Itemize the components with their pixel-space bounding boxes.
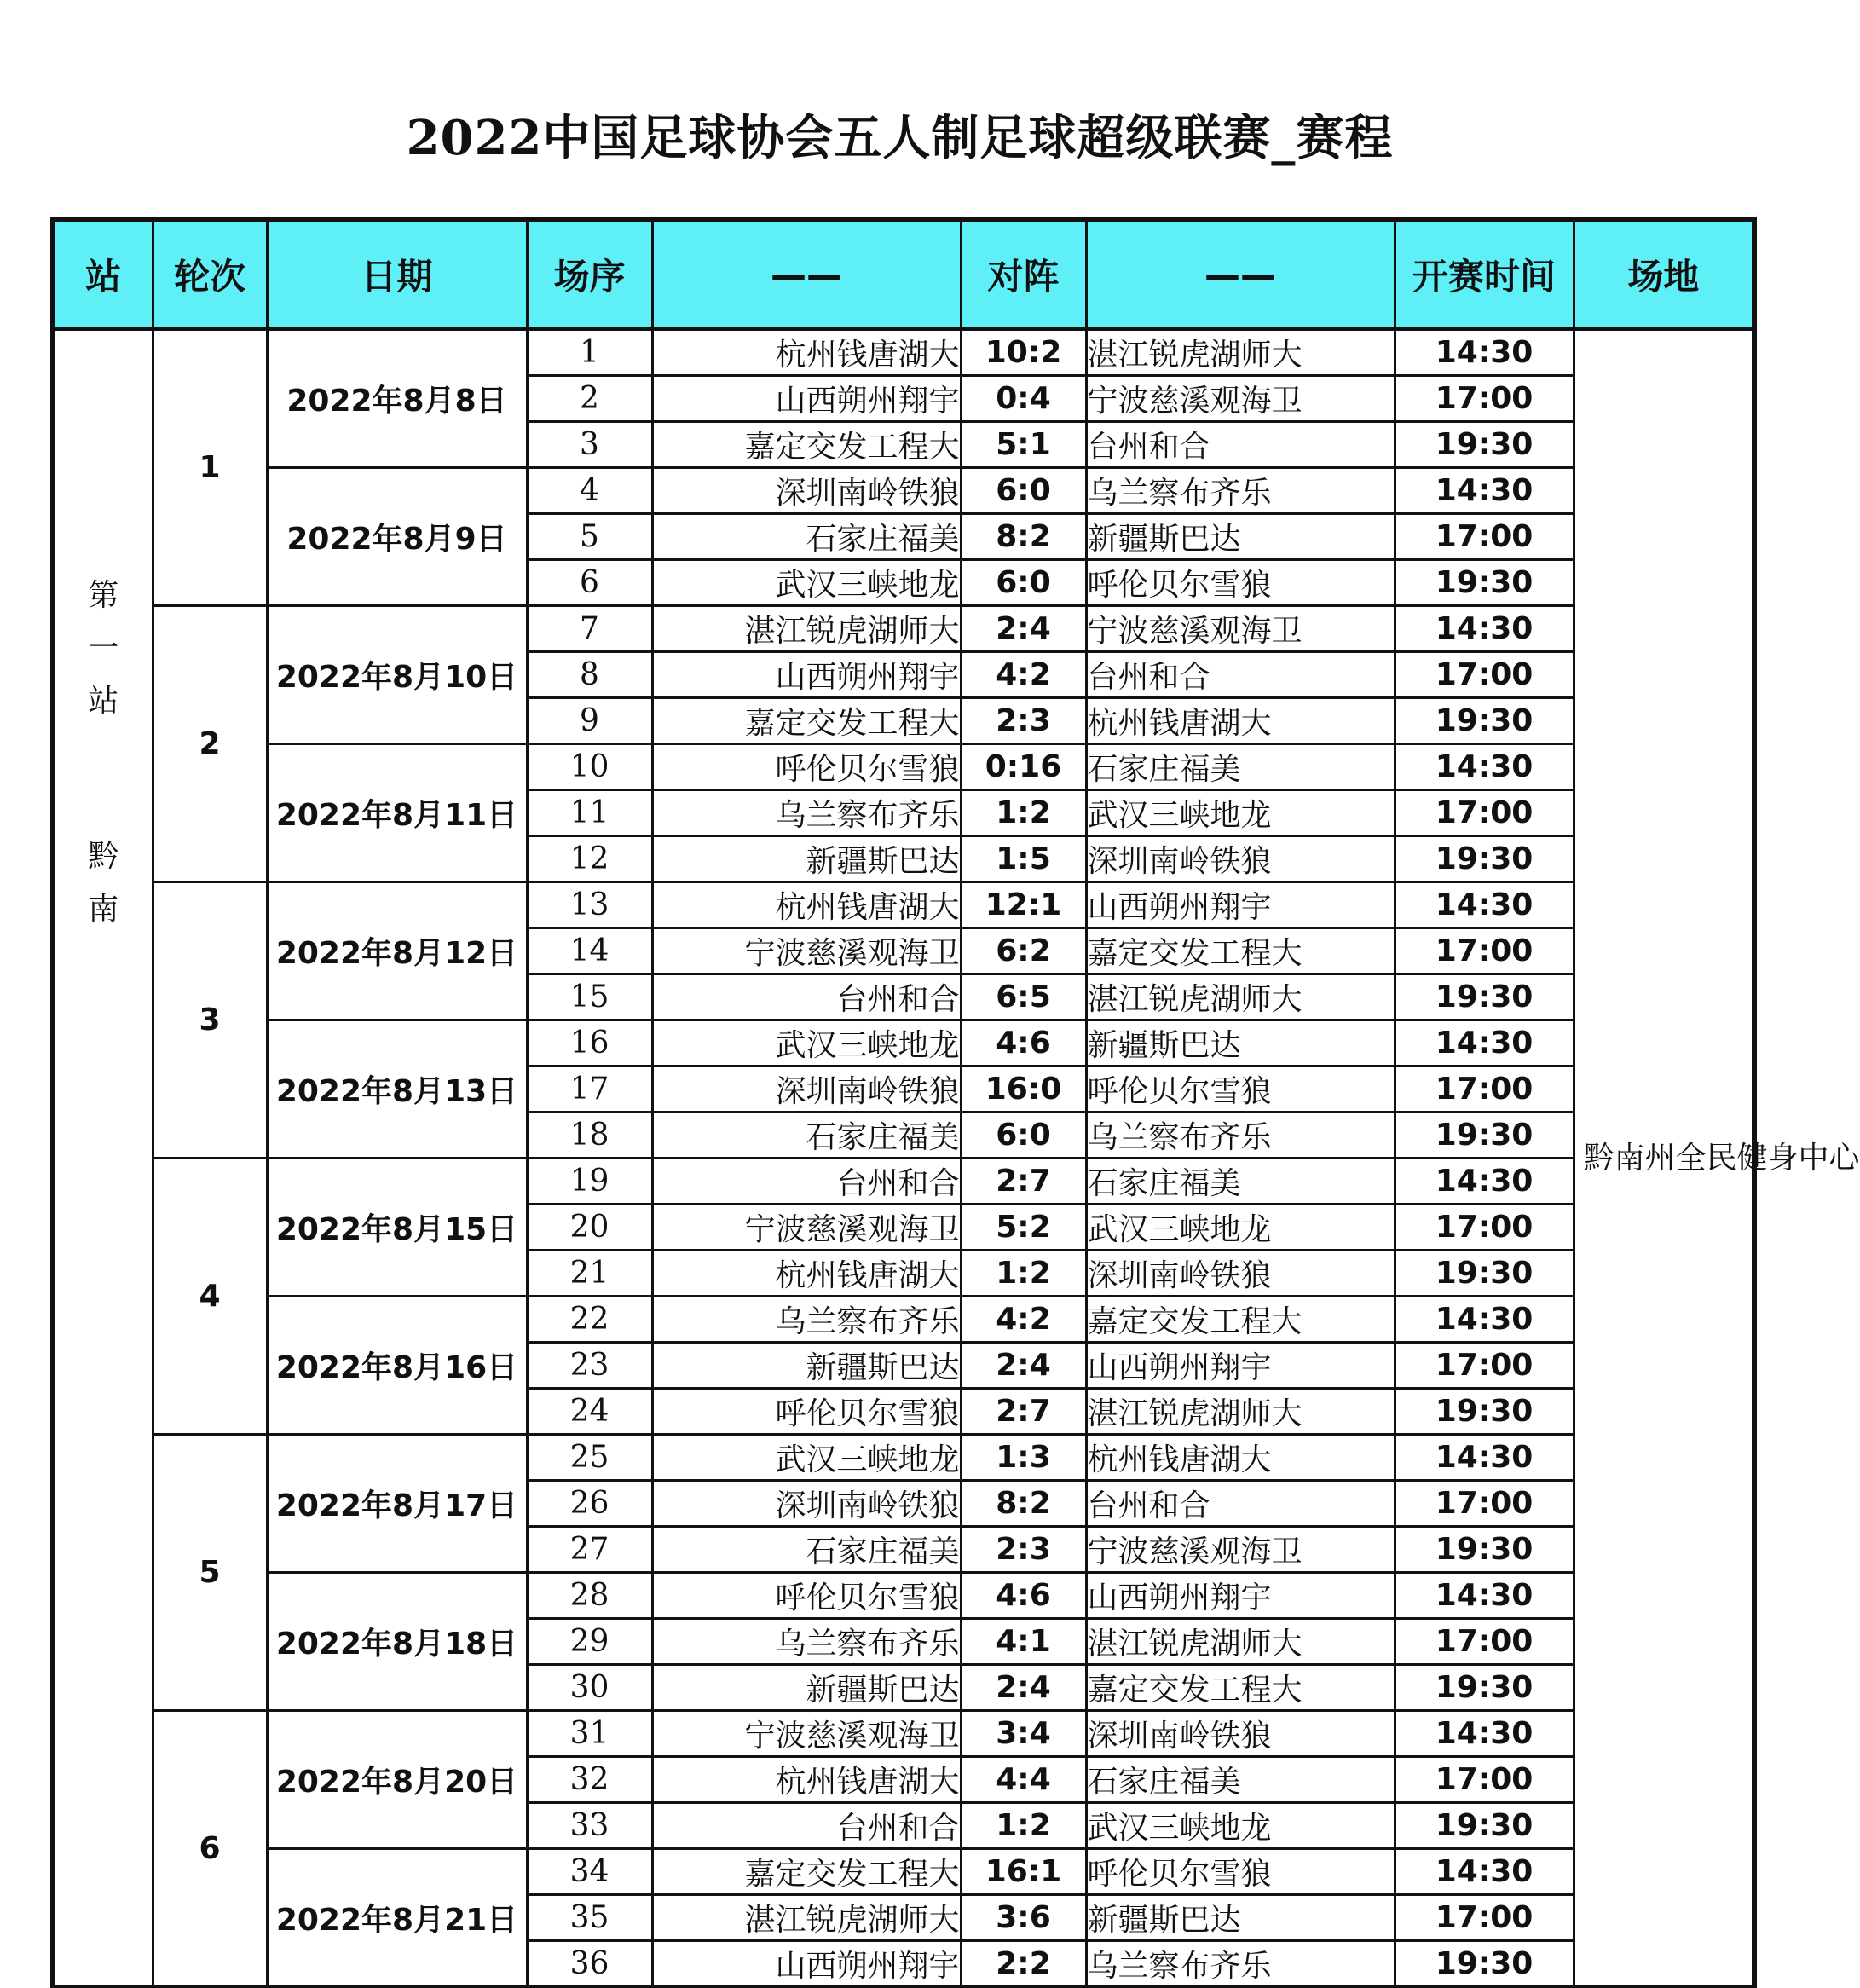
kickoff-time: 17:00 xyxy=(1395,1481,1574,1527)
match-score: 2:4 xyxy=(961,606,1086,652)
match-score: 6:5 xyxy=(961,974,1086,1020)
match-score: 0:4 xyxy=(961,376,1086,422)
match-seq: 32 xyxy=(527,1757,652,1803)
kickoff-time: 19:30 xyxy=(1395,1112,1574,1159)
date-cell: 2022年8月16日 xyxy=(267,1297,527,1435)
away-team: 深圳南岭铁狼 xyxy=(1086,1711,1395,1757)
away-team: 武汉三峡地龙 xyxy=(1086,1205,1395,1251)
header-row xyxy=(53,220,1754,329)
away-team: 新疆斯巴达 xyxy=(1086,1020,1395,1066)
match-seq: 2 xyxy=(527,376,652,422)
away-team: 武汉三峡地龙 xyxy=(1086,1803,1395,1849)
home-team: 湛江锐虎湖师大 xyxy=(652,606,961,652)
home-team: 新疆斯巴达 xyxy=(652,1343,961,1389)
home-team: 呼伦贝尔雪狼 xyxy=(652,1389,961,1435)
match-seq: 20 xyxy=(527,1205,652,1251)
home-team: 台州和合 xyxy=(652,1159,961,1205)
away-team: 山西朔州翔宇 xyxy=(1086,1343,1395,1389)
kickoff-time: 17:00 xyxy=(1395,790,1574,836)
date-cell: 2022年8月12日 xyxy=(267,882,527,1020)
header-seq: 场序 xyxy=(527,220,652,329)
match-score: 10:2 xyxy=(961,329,1086,376)
match-seq: 24 xyxy=(527,1389,652,1435)
away-team: 深圳南岭铁狼 xyxy=(1086,1251,1395,1297)
home-team: 深圳南岭铁狼 xyxy=(652,1066,961,1112)
match-seq: 30 xyxy=(527,1665,652,1711)
kickoff-time: 17:00 xyxy=(1395,928,1574,974)
date-cell: 2022年8月15日 xyxy=(267,1159,527,1297)
match-seq: 12 xyxy=(527,836,652,882)
round-cell: 1 xyxy=(153,329,267,606)
match-score: 2:3 xyxy=(961,698,1086,744)
home-team: 石家庄福美 xyxy=(652,1112,961,1159)
away-team: 石家庄福美 xyxy=(1086,744,1395,790)
away-team: 山西朔州翔宇 xyxy=(1086,1573,1395,1619)
match-seq: 14 xyxy=(527,928,652,974)
home-team: 深圳南岭铁狼 xyxy=(652,1481,961,1527)
date-cell: 2022年8月10日 xyxy=(267,606,527,744)
header-round: 轮次 xyxy=(153,220,267,329)
home-team: 杭州钱唐湖大 xyxy=(652,1251,961,1297)
header-match: 对阵 xyxy=(961,220,1086,329)
match-score: 1:2 xyxy=(961,1803,1086,1849)
match-seq: 10 xyxy=(527,744,652,790)
kickoff-time: 17:00 xyxy=(1395,1066,1574,1112)
home-team: 湛江锐虎湖师大 xyxy=(652,1895,961,1941)
kickoff-time: 19:30 xyxy=(1395,836,1574,882)
round-cell: 6 xyxy=(153,1711,267,1987)
home-team: 台州和合 xyxy=(652,974,961,1020)
table-row xyxy=(53,1297,1754,1343)
match-seq: 1 xyxy=(527,329,652,376)
match-score: 3:6 xyxy=(961,1895,1086,1941)
home-team: 石家庄福美 xyxy=(652,514,961,560)
away-team: 深圳南岭铁狼 xyxy=(1086,836,1395,882)
match-score: 4:2 xyxy=(961,1297,1086,1343)
home-team: 武汉三峡地龙 xyxy=(652,1435,961,1481)
kickoff-time: 17:00 xyxy=(1395,652,1574,698)
home-team: 新疆斯巴达 xyxy=(652,1665,961,1711)
match-score: 3:4 xyxy=(961,1711,1086,1757)
match-score: 6:2 xyxy=(961,928,1086,974)
kickoff-time: 14:30 xyxy=(1395,1573,1574,1619)
kickoff-time: 19:30 xyxy=(1395,1527,1574,1573)
away-team: 山西朔州翔宇 xyxy=(1086,882,1395,928)
match-seq: 13 xyxy=(527,882,652,928)
away-team: 嘉定交发工程大 xyxy=(1086,1297,1395,1343)
away-team: 武汉三峡地龙 xyxy=(1086,790,1395,836)
match-score: 1:2 xyxy=(961,1251,1086,1297)
table-row xyxy=(53,1159,1754,1205)
away-team: 呼伦贝尔雪狼 xyxy=(1086,560,1395,606)
round-cell: 2 xyxy=(153,606,267,882)
away-team: 石家庄福美 xyxy=(1086,1757,1395,1803)
match-score: 6:0 xyxy=(961,560,1086,606)
kickoff-time: 19:30 xyxy=(1395,422,1574,468)
match-score: 2:7 xyxy=(961,1389,1086,1435)
home-team: 山西朔州翔宇 xyxy=(652,1941,961,1987)
away-team: 石家庄福美 xyxy=(1086,1159,1395,1205)
match-score: 2:4 xyxy=(961,1343,1086,1389)
match-seq: 29 xyxy=(527,1619,652,1665)
home-team: 杭州钱唐湖大 xyxy=(652,882,961,928)
date-cell: 2022年8月11日 xyxy=(267,744,527,882)
home-team: 石家庄福美 xyxy=(652,1527,961,1573)
schedule-body xyxy=(53,329,1860,1987)
kickoff-time: 14:30 xyxy=(1395,744,1574,790)
match-score: 6:0 xyxy=(961,468,1086,514)
round-cell: 3 xyxy=(153,882,267,1159)
home-team: 乌兰察布齐乐 xyxy=(652,1619,961,1665)
match-seq: 5 xyxy=(527,514,652,560)
header-venue: 场地 xyxy=(1574,220,1754,329)
match-seq: 9 xyxy=(527,698,652,744)
match-score: 1:5 xyxy=(961,836,1086,882)
home-team: 新疆斯巴达 xyxy=(652,836,961,882)
match-score: 12:1 xyxy=(961,882,1086,928)
home-team: 山西朔州翔宇 xyxy=(652,376,961,422)
away-team: 乌兰察布齐乐 xyxy=(1086,1112,1395,1159)
kickoff-time: 19:30 xyxy=(1395,1803,1574,1849)
kickoff-time: 19:30 xyxy=(1395,1941,1574,1987)
home-team: 宁波慈溪观海卫 xyxy=(652,1711,961,1757)
kickoff-time: 14:30 xyxy=(1395,882,1574,928)
away-team: 湛江锐虎湖师大 xyxy=(1086,1389,1395,1435)
kickoff-time: 19:30 xyxy=(1395,560,1574,606)
round-cell: 4 xyxy=(153,1159,267,1435)
match-score: 2:4 xyxy=(961,1665,1086,1711)
kickoff-time: 19:30 xyxy=(1395,974,1574,1020)
match-score: 5:2 xyxy=(961,1205,1086,1251)
match-seq: 33 xyxy=(527,1803,652,1849)
away-team: 新疆斯巴达 xyxy=(1086,1895,1395,1941)
date-cell: 2022年8月13日 xyxy=(267,1020,527,1159)
home-team: 深圳南岭铁狼 xyxy=(652,468,961,514)
match-seq: 21 xyxy=(527,1251,652,1297)
match-seq: 36 xyxy=(527,1941,652,1987)
match-seq: 35 xyxy=(527,1895,652,1941)
table-row xyxy=(53,329,1754,376)
home-team: 武汉三峡地龙 xyxy=(652,560,961,606)
away-team: 台州和合 xyxy=(1086,422,1395,468)
kickoff-time: 17:00 xyxy=(1395,514,1574,560)
header-home: —— xyxy=(652,220,961,329)
match-seq: 34 xyxy=(527,1849,652,1895)
match-score: 2:3 xyxy=(961,1527,1086,1573)
kickoff-time: 19:30 xyxy=(1395,1389,1574,1435)
match-score: 0:16 xyxy=(961,744,1086,790)
home-team: 宁波慈溪观海卫 xyxy=(652,928,961,974)
home-team: 嘉定交发工程大 xyxy=(652,1849,961,1895)
kickoff-time: 17:00 xyxy=(1395,1757,1574,1803)
match-seq: 31 xyxy=(527,1711,652,1757)
header-away: —— xyxy=(1086,220,1395,329)
match-score: 16:1 xyxy=(961,1849,1086,1895)
away-team: 杭州钱唐湖大 xyxy=(1086,1435,1395,1481)
kickoff-time: 17:00 xyxy=(1395,1205,1574,1251)
home-team: 呼伦贝尔雪狼 xyxy=(652,1573,961,1619)
kickoff-time: 14:30 xyxy=(1395,1711,1574,1757)
kickoff-time: 14:30 xyxy=(1395,468,1574,514)
station-cell xyxy=(53,329,153,1987)
table-row xyxy=(53,744,1754,790)
home-team: 宁波慈溪观海卫 xyxy=(652,1205,961,1251)
kickoff-time: 17:00 xyxy=(1395,1343,1574,1389)
table-row xyxy=(53,1573,1754,1619)
home-team: 乌兰察布齐乐 xyxy=(652,1297,961,1343)
away-team: 乌兰察布齐乐 xyxy=(1086,468,1395,514)
away-team: 台州和合 xyxy=(1086,1481,1395,1527)
match-seq: 7 xyxy=(527,606,652,652)
home-team: 嘉定交发工程大 xyxy=(652,698,961,744)
kickoff-time: 17:00 xyxy=(1395,1895,1574,1941)
header-date: 日期 xyxy=(267,220,527,329)
away-team: 湛江锐虎湖师大 xyxy=(1086,329,1395,376)
match-score: 8:2 xyxy=(961,1481,1086,1527)
match-seq: 8 xyxy=(527,652,652,698)
match-score: 1:3 xyxy=(961,1435,1086,1481)
match-seq: 16 xyxy=(527,1020,652,1066)
home-team: 山西朔州翔宇 xyxy=(652,652,961,698)
date-cell: 2022年8月20日 xyxy=(267,1711,527,1849)
kickoff-time: 14:30 xyxy=(1395,606,1574,652)
date-cell: 2022年8月17日 xyxy=(267,1435,527,1573)
schedule-table xyxy=(50,217,1860,1988)
match-seq: 26 xyxy=(527,1481,652,1527)
away-team: 台州和合 xyxy=(1086,652,1395,698)
match-score: 16:0 xyxy=(961,1066,1086,1112)
away-team: 湛江锐虎湖师大 xyxy=(1086,1619,1395,1665)
round-cell: 5 xyxy=(153,1435,267,1711)
home-team: 呼伦贝尔雪狼 xyxy=(652,744,961,790)
table-row xyxy=(53,1020,1754,1066)
match-score: 4:2 xyxy=(961,652,1086,698)
match-score: 5:1 xyxy=(961,422,1086,468)
match-seq: 15 xyxy=(527,974,652,1020)
kickoff-time: 14:30 xyxy=(1395,1297,1574,1343)
home-team: 杭州钱唐湖大 xyxy=(652,1757,961,1803)
kickoff-time: 14:30 xyxy=(1395,1020,1574,1066)
date-cell: 2022年8月8日 xyxy=(267,329,527,468)
away-team: 呼伦贝尔雪狼 xyxy=(1086,1849,1395,1895)
away-team: 湛江锐虎湖师大 xyxy=(1086,974,1395,1020)
match-seq: 4 xyxy=(527,468,652,514)
home-team: 武汉三峡地龙 xyxy=(652,1020,961,1066)
match-score: 4:6 xyxy=(961,1573,1086,1619)
away-team: 宁波慈溪观海卫 xyxy=(1086,1527,1395,1573)
match-seq: 25 xyxy=(527,1435,652,1481)
match-score: 8:2 xyxy=(961,514,1086,560)
match-seq: 3 xyxy=(527,422,652,468)
away-team: 呼伦贝尔雪狼 xyxy=(1086,1066,1395,1112)
away-team: 乌兰察布齐乐 xyxy=(1086,1941,1395,1987)
match-seq: 23 xyxy=(527,1343,652,1389)
match-seq: 18 xyxy=(527,1112,652,1159)
page-title: 2022中国足球协会五人制足球超级联赛_赛程 xyxy=(406,110,1394,166)
table-row xyxy=(53,1435,1754,1481)
date-cell: 2022年8月9日 xyxy=(267,468,527,606)
header-station: 站 xyxy=(53,220,153,329)
station-city: 黔南 xyxy=(88,839,119,927)
away-team: 嘉定交发工程大 xyxy=(1086,928,1395,974)
match-score: 6:0 xyxy=(961,1112,1086,1159)
match-score: 1:2 xyxy=(961,790,1086,836)
match-seq: 17 xyxy=(527,1066,652,1112)
away-team: 新疆斯巴达 xyxy=(1086,514,1395,560)
match-seq: 19 xyxy=(527,1159,652,1205)
match-seq: 27 xyxy=(527,1527,652,1573)
kickoff-time: 17:00 xyxy=(1395,376,1574,422)
match-score: 2:2 xyxy=(961,1941,1086,1987)
kickoff-time: 19:30 xyxy=(1395,1251,1574,1297)
kickoff-time: 14:30 xyxy=(1395,1849,1574,1895)
table-row xyxy=(53,882,1754,928)
match-seq: 11 xyxy=(527,790,652,836)
match-score: 2:7 xyxy=(961,1159,1086,1205)
kickoff-time: 14:30 xyxy=(1395,1435,1574,1481)
header-kickoff: 开赛时间 xyxy=(1395,220,1574,329)
kickoff-time: 19:30 xyxy=(1395,1665,1574,1711)
date-cell: 2022年8月21日 xyxy=(267,1849,527,1987)
away-team: 宁波慈溪观海卫 xyxy=(1086,606,1395,652)
away-team: 杭州钱唐湖大 xyxy=(1086,698,1395,744)
kickoff-time: 14:30 xyxy=(1395,1159,1574,1205)
match-score: 4:1 xyxy=(961,1619,1086,1665)
match-score: 4:6 xyxy=(961,1020,1086,1066)
away-team: 嘉定交发工程大 xyxy=(1086,1665,1395,1711)
match-seq: 28 xyxy=(527,1573,652,1619)
table-row xyxy=(53,1711,1754,1757)
match-seq: 22 xyxy=(527,1297,652,1343)
home-team: 乌兰察布齐乐 xyxy=(652,790,961,836)
kickoff-time: 19:30 xyxy=(1395,698,1574,744)
match-seq: 6 xyxy=(527,560,652,606)
kickoff-time: 17:00 xyxy=(1395,1619,1574,1665)
kickoff-time: 14:30 xyxy=(1395,329,1574,376)
venue-cell: 黔南州全民健身中心 xyxy=(1574,329,1754,1987)
away-team: 宁波慈溪观海卫 xyxy=(1086,376,1395,422)
date-cell: 2022年8月18日 xyxy=(267,1573,527,1711)
table-row xyxy=(53,468,1754,514)
table-row xyxy=(53,1849,1754,1895)
table-row xyxy=(53,606,1754,652)
home-team: 杭州钱唐湖大 xyxy=(652,329,961,376)
home-team: 台州和合 xyxy=(652,1803,961,1849)
home-team: 嘉定交发工程大 xyxy=(652,422,961,468)
match-score: 4:4 xyxy=(961,1757,1086,1803)
station-name: 第一站 xyxy=(88,578,119,719)
